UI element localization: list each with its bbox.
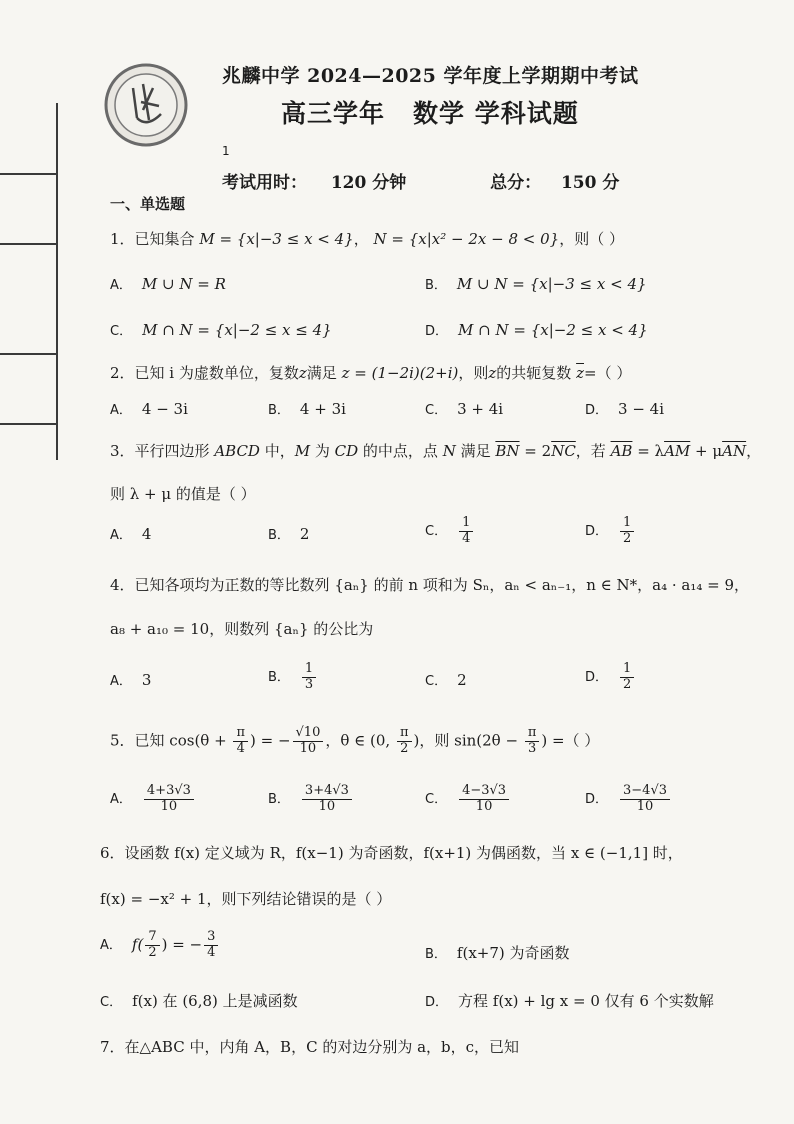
q3-option-a <box>110 524 151 543</box>
score-value: 150 分 <box>560 173 620 193</box>
fraction <box>302 784 352 815</box>
q2-conjugate: $\overline{z}$ <box>576 364 584 382</box>
numerator: 4+3√3 <box>144 784 194 800</box>
q3-text: 满足 <box>455 442 496 460</box>
fraction <box>144 784 194 815</box>
question-3-line-2: 则 λ + μ 的值是（ ） <box>110 485 256 503</box>
q3-text: 的中点，点 <box>358 442 443 460</box>
option-label: D． <box>585 670 609 686</box>
q3-var: CD <box>334 442 359 460</box>
option-label: A． <box>100 938 122 954</box>
q3-vector: $\overline{AB}$ <box>610 442 633 460</box>
fraction <box>459 784 509 815</box>
q3-option-b <box>268 524 309 543</box>
fraction <box>302 662 316 693</box>
denominator: 3 <box>304 676 314 692</box>
q4-option-a <box>110 670 151 689</box>
fraction <box>145 930 159 961</box>
option-text: M ∩ N = {x|−2 ≤ x ≤ 4} <box>142 321 332 339</box>
option-text: 2 <box>457 671 467 689</box>
binding-line <box>0 243 56 245</box>
numerator: π <box>233 726 248 742</box>
q1-sep: ， <box>353 230 369 248</box>
option-label: A． <box>110 278 132 293</box>
question-6-line-2: f(x) = −x² + 1，则下列结论错误的是（ ） <box>100 890 392 908</box>
subject-label: 数学 学科试题 <box>413 99 579 128</box>
denominator: 10 <box>299 740 317 756</box>
time-label: 考试用时： <box>222 173 307 193</box>
numerator: 1 <box>620 662 634 678</box>
q2-option-a <box>110 399 188 418</box>
option-text: 3 <box>141 671 152 689</box>
q5-option-c <box>425 784 511 815</box>
q2-tail: 的共轭复数 <box>496 364 572 382</box>
binding-strip <box>0 103 58 460</box>
question-7: 7．在△ABC 中，内角 A，B，C 的对边分别为 a，b，c，已知 <box>100 1038 520 1056</box>
q3-text: ，若 <box>575 442 611 460</box>
q2-option-d <box>585 399 664 418</box>
numerator: π <box>525 726 540 742</box>
denominator: 10 <box>636 798 654 814</box>
q5-text: 5．已知 cos(θ + <box>110 731 232 750</box>
q1-option-c <box>110 320 332 339</box>
q3-vector: $\overline{AN}$ <box>722 442 747 460</box>
denominator: 2 <box>148 944 157 960</box>
q3-text: + μ <box>690 442 723 460</box>
q2-mid: 满足 <box>306 364 337 382</box>
q3-var: M <box>294 442 311 460</box>
option-label: A． <box>110 528 132 543</box>
option-label: C． <box>425 403 448 418</box>
q3-vector: $\overline{BN}$ <box>495 442 520 460</box>
q2-end: =（ ） <box>584 364 632 382</box>
fraction <box>459 516 473 547</box>
denominator: 2 <box>623 676 632 692</box>
denominator: 2 <box>623 530 632 546</box>
q3-text: 为 <box>310 442 335 460</box>
q2-option-c <box>425 399 503 418</box>
q4-option-d <box>585 662 636 693</box>
option-label: D． <box>585 792 609 808</box>
q5-text: ) = − <box>249 731 291 750</box>
exam-info <box>222 168 619 193</box>
q3-text: = λ <box>632 442 665 460</box>
fraction <box>204 930 218 961</box>
denominator: 4 <box>462 530 471 546</box>
q3-vector: $\overline{AM}$ <box>664 442 691 460</box>
q3-text: 中， <box>259 442 295 460</box>
option-label: B． <box>268 792 290 808</box>
option-text: 3 − 4i <box>618 400 665 418</box>
question-4: 4．已知各项均为正数的等比数列 {aₙ} 的前 n 项和为 Sₙ，aₙ < aₙ₋₁，n ∈ N*，a₄ · a₁₄ = 9， <box>110 576 750 594</box>
fraction <box>293 726 324 757</box>
q3-var: ABCD <box>214 442 260 460</box>
option-label: A． <box>110 674 132 689</box>
q5-option-b <box>268 784 354 815</box>
q1-set-m: M = {x|−3 ≤ x < 4} <box>199 230 354 248</box>
question-4-line-2: a₈ + a₁₀ = 10，则数列 {aₙ} 的公比为 <box>110 620 374 638</box>
option-label: C． <box>110 324 133 339</box>
q6-option-c <box>100 990 298 1011</box>
fraction <box>233 726 248 757</box>
q5-option-d <box>585 784 672 815</box>
page-number: 1 <box>222 144 230 158</box>
option-label: D． <box>585 403 609 418</box>
binding-line <box>0 353 56 355</box>
option-label: B． <box>268 403 290 418</box>
option-text: M ∩ N = {x|−2 ≤ x < 4} <box>458 321 648 339</box>
denominator: 10 <box>475 798 493 814</box>
denominator: 3 <box>527 740 537 756</box>
q1-ask: ，则（ ） <box>559 230 625 248</box>
paper-title <box>281 94 579 130</box>
option-label: C． <box>425 674 448 689</box>
q6-option-b <box>425 942 570 963</box>
option-text: f(x) 在 (6,8) 上是减函数 <box>132 992 298 1010</box>
q4-option-b <box>268 662 318 693</box>
option-text: 4 <box>141 525 152 543</box>
grade-label: 高三学年 <box>281 99 386 128</box>
option-label: B． <box>425 947 447 962</box>
denominator: 2 <box>400 740 409 756</box>
q2-option-b <box>268 399 346 418</box>
numerator: 7 <box>145 930 159 946</box>
option-text: ) = − <box>161 935 203 954</box>
q6-option-a <box>100 930 220 961</box>
q1-option-a <box>110 274 226 293</box>
q5-text: ，θ ∈ (0, <box>325 731 395 750</box>
binding-line <box>0 423 56 425</box>
option-text: M ∪ N = R <box>141 275 226 293</box>
fraction <box>620 516 634 547</box>
q3-text: 3．平行四边形 <box>110 442 215 460</box>
option-label: D． <box>425 995 449 1010</box>
q2-stem: 2．已知 i 为虚数单位，复数 <box>110 364 299 382</box>
option-text: 4 − 3i <box>141 400 188 418</box>
question-1 <box>110 228 624 249</box>
option-label: C． <box>425 792 448 808</box>
question-2 <box>110 362 631 383</box>
q1-option-d <box>425 320 648 339</box>
q5-option-a <box>110 784 196 815</box>
q5-text: ) =（ ） <box>541 731 600 750</box>
option-label: B． <box>268 670 290 686</box>
option-label: A． <box>110 792 132 808</box>
option-label: B． <box>268 528 290 543</box>
denominator: 4 <box>207 944 216 960</box>
question-3 <box>110 440 761 461</box>
binding-line <box>0 173 56 175</box>
q3-text: = 2 <box>519 442 552 460</box>
option-label: A． <box>110 403 132 418</box>
q2-eq: z = (1−2i)(2+i) <box>341 364 459 382</box>
fraction <box>397 726 412 757</box>
option-text: 2 <box>299 525 310 543</box>
q3-option-c <box>425 516 475 547</box>
question-6: 6．设函数 f(x) 定义域为 R，f(x−1) 为奇函数，f(x+1) 为偶函数，当 x ∈ (−1,1] 时， <box>100 844 683 862</box>
q2-var2: z <box>488 364 497 382</box>
option-label: B． <box>425 278 447 293</box>
fraction <box>620 784 670 815</box>
option-text: f(x+7) 为奇函数 <box>456 944 570 962</box>
q3-option-d <box>585 516 636 547</box>
q5-text: )，则 sin(2θ − <box>413 731 523 750</box>
denominator: 10 <box>160 798 178 814</box>
q6-option-d <box>425 990 714 1011</box>
q1-set-n: N = {x|x² − 2x − 8 < 0} <box>373 230 560 248</box>
q1-stem: 1．已知集合 <box>110 230 195 248</box>
option-label: C． <box>425 524 448 540</box>
option-text: 4 + 3i <box>299 400 346 418</box>
fraction <box>525 726 540 757</box>
score-label: 总分： <box>490 173 542 193</box>
numerator: 3−4√3 <box>620 784 670 800</box>
q3-text: ， <box>746 442 762 460</box>
option-label: D． <box>425 324 449 339</box>
numerator: 3+4√3 <box>302 784 352 800</box>
section-heading: 一、单选题 <box>110 195 186 213</box>
numerator: 1 <box>620 516 634 532</box>
q2-var: z <box>298 364 307 382</box>
fraction <box>620 662 634 693</box>
time-value: 120 分钟 <box>330 173 407 193</box>
question-5 <box>110 726 599 757</box>
q1-option-b <box>425 274 647 293</box>
numerator: 1 <box>302 662 316 678</box>
denominator: 10 <box>318 798 336 814</box>
denominator: 4 <box>236 740 245 756</box>
numerator: √10 <box>293 726 324 742</box>
q4-option-c <box>425 670 467 689</box>
option-text: f( <box>131 935 144 954</box>
numerator: π <box>397 726 412 742</box>
option-text: 3 + 4i <box>457 400 504 418</box>
q3-vector: $\overline{NC}$ <box>551 442 576 460</box>
q2-post: ，则 <box>458 364 489 382</box>
numerator: 3 <box>204 930 218 946</box>
school-exam-title: 兆麟中学 2024—2025 学年度上学期期中考试 <box>222 65 639 87</box>
school-seal-logo <box>103 62 189 148</box>
numerator: 1 <box>459 516 473 532</box>
option-label: D． <box>585 524 609 540</box>
option-text: 方程 f(x) + lg x = 0 仅有 6 个实数解 <box>458 992 714 1010</box>
option-label: C． <box>100 995 123 1010</box>
option-text: M ∪ N = {x|−3 ≤ x < 4} <box>456 275 647 293</box>
numerator: 4−3√3 <box>459 784 509 800</box>
q3-var: N <box>442 442 456 460</box>
